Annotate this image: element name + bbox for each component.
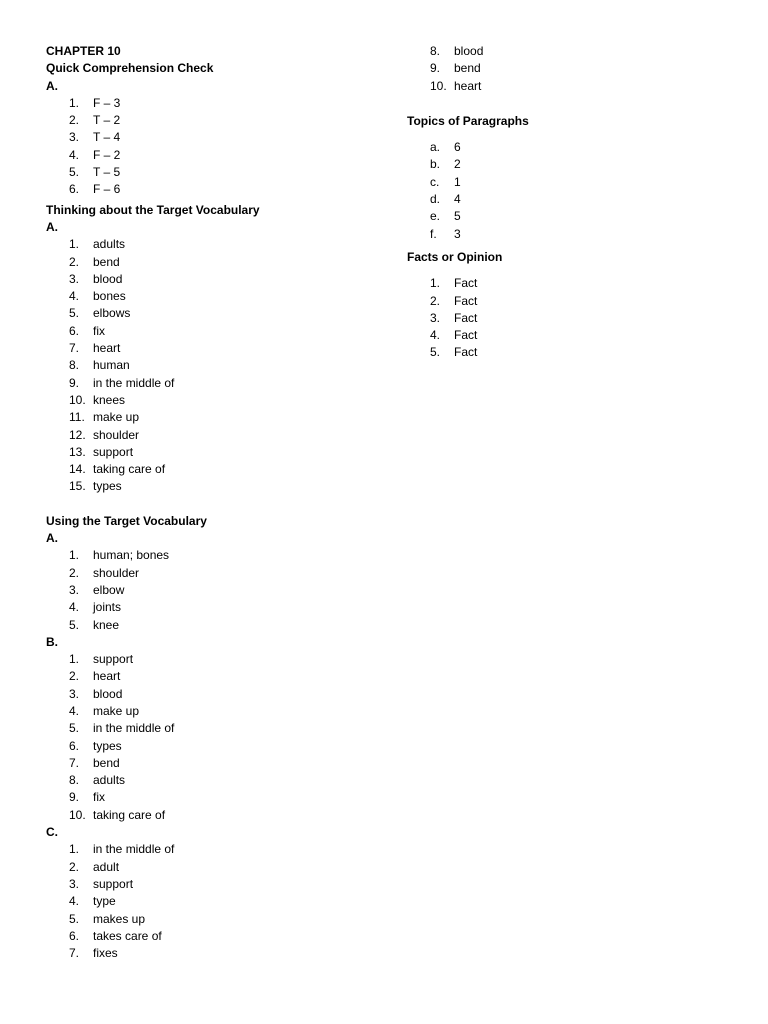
list-item-text: bend: [93, 755, 120, 770]
list-item-number: 2.: [69, 859, 80, 874]
list-item: [46, 651, 386, 668]
list-item-text: knee: [93, 617, 120, 632]
list-item-text: bend: [454, 61, 481, 76]
list-item: [46, 236, 386, 253]
list-item-number: 5.: [69, 165, 80, 180]
using-vocab-heading: Using the Target Vocabulary: [46, 513, 207, 528]
list-item-number: 9.: [69, 375, 80, 390]
list-item: [46, 305, 386, 322]
list-item: [46, 876, 386, 893]
list-item-number: 3.: [69, 876, 80, 891]
list-item-text: Fact: [454, 345, 478, 360]
list-item-marker: 5.: [430, 345, 441, 360]
list-item: [407, 60, 707, 77]
list-item: [407, 191, 707, 208]
list-item-text: F – 6: [93, 182, 121, 197]
list-item: [46, 375, 386, 392]
list-item: [407, 226, 707, 243]
list-item-text: support: [93, 444, 134, 459]
list-item: [46, 617, 386, 634]
list-item-text: bend: [93, 254, 120, 269]
list-item-number: 7.: [69, 755, 80, 770]
continued-list: [407, 43, 707, 95]
list-item-number: 3.: [69, 582, 80, 597]
list-item-number: 1.: [69, 95, 80, 110]
list-item-text: taking care of: [93, 462, 166, 477]
list-item-text: bones: [93, 289, 126, 304]
right-column: [407, 43, 707, 362]
list-item: [46, 686, 386, 703]
section-label-c: C.: [46, 825, 58, 840]
list-item-number: 4.: [69, 600, 80, 615]
list-item-marker: 10.: [430, 78, 447, 93]
list-item-text: blood: [93, 686, 123, 701]
list-item-text: types: [93, 738, 122, 753]
list-item: [46, 945, 386, 962]
list-item-text: human: [93, 358, 130, 373]
list-item: [46, 271, 386, 288]
list-item-text: shoulder: [93, 427, 140, 442]
list-item-text: fix: [93, 790, 105, 805]
list-item-text: support: [93, 652, 134, 667]
list-item-number: 2.: [69, 565, 80, 580]
list-item-number: 5.: [69, 306, 80, 321]
list-item-number: 1.: [69, 652, 80, 667]
list-item-number: 7.: [69, 946, 80, 961]
list-item: [407, 327, 707, 344]
list-item-number: 9.: [69, 790, 80, 805]
list-item-number: 6.: [69, 182, 80, 197]
list-item-number: 4.: [69, 703, 80, 718]
list-item: [46, 928, 386, 945]
list-item: [407, 156, 707, 173]
list-item: [46, 427, 386, 444]
left-column: [46, 43, 386, 962]
list-item-number: 5.: [69, 911, 80, 926]
list-item-marker: 4.: [430, 328, 441, 343]
list-item-text: fixes: [93, 946, 118, 961]
list-item-number: 2.: [69, 669, 80, 684]
list-item: [46, 668, 386, 685]
list-item-number: 15.: [69, 479, 86, 494]
list-item: [46, 95, 386, 112]
list-item-marker: a.: [430, 140, 441, 155]
list-item-marker: f.: [430, 226, 437, 241]
list-item-text: type: [93, 894, 116, 909]
quick-comprehension-heading: Quick Comprehension Check: [46, 61, 214, 76]
list-item: [46, 807, 386, 824]
list-item-text: knees: [93, 392, 126, 407]
list-item-text: make up: [93, 703, 140, 718]
list-item: [407, 293, 707, 310]
topics-list: [407, 139, 707, 243]
list-item-number: 7.: [69, 341, 80, 356]
chapter-title: CHAPTER 10: [46, 44, 121, 58]
list-item-text: in the middle of: [93, 721, 175, 736]
list-item: [46, 323, 386, 340]
list-item: [46, 703, 386, 720]
list-item-text: 4: [454, 192, 461, 207]
list-item: [46, 181, 386, 198]
list-item: [407, 208, 707, 225]
list-item-text: T – 5: [93, 165, 121, 180]
list-item-number: 8.: [69, 358, 80, 373]
list-item-number: 6.: [69, 738, 80, 753]
list-item-text: blood: [93, 271, 123, 286]
list-item-number: 4.: [69, 147, 80, 162]
list-item-text: Fact: [454, 293, 478, 308]
list-item-text: T – 2: [93, 113, 121, 128]
list-item: [46, 893, 386, 910]
list-item-text: blood: [454, 44, 484, 58]
list-item-text: F – 2: [93, 147, 121, 162]
list-item-text: elbows: [93, 306, 131, 321]
list-item-marker: 3.: [430, 310, 441, 325]
list-item: [46, 461, 386, 478]
list-item-text: adults: [93, 773, 126, 788]
list-item-number: 1.: [69, 548, 80, 563]
list-item-text: heart: [93, 341, 121, 356]
list-item: [46, 720, 386, 737]
list-item-text: elbow: [93, 582, 125, 597]
qcc-list: [46, 95, 386, 199]
list-item-marker: 8.: [430, 44, 441, 58]
list-item-number: 8.: [69, 773, 80, 788]
utv-a-list: [46, 547, 386, 633]
list-item: [46, 164, 386, 181]
list-item: [46, 547, 386, 564]
list-item: [46, 738, 386, 755]
list-item-number: 4.: [69, 894, 80, 909]
list-item-marker: 1.: [430, 276, 441, 291]
list-item-marker: c.: [430, 174, 440, 189]
list-item: [46, 392, 386, 409]
list-item-text: 2: [454, 157, 461, 172]
list-item-text: taking care of: [93, 807, 166, 822]
list-item: [407, 310, 707, 327]
list-item: [46, 859, 386, 876]
list-item-text: support: [93, 876, 134, 891]
list-item-text: in the middle of: [93, 842, 175, 857]
list-item-marker: 2.: [430, 293, 441, 308]
list-item-number: 6.: [69, 928, 80, 943]
section-label-a: A.: [46, 78, 58, 93]
list-item-text: F – 3: [93, 95, 121, 110]
list-item-text: 5: [454, 209, 461, 224]
list-item-number: 4.: [69, 289, 80, 304]
list-item: [46, 755, 386, 772]
list-item: [407, 43, 707, 60]
list-item: [407, 344, 707, 361]
facts-opinion-heading: Facts or Opinion: [407, 249, 503, 264]
list-item-marker: e.: [430, 209, 441, 224]
list-item-number: 11.: [69, 410, 85, 425]
list-item: [46, 582, 386, 599]
list-item: [46, 478, 386, 495]
list-item-text: make up: [93, 410, 140, 425]
utv-c-list: [46, 841, 386, 962]
list-item: [407, 275, 707, 292]
list-item-text: Fact: [454, 310, 478, 325]
list-item-number: 5.: [69, 721, 80, 736]
list-item-text: makes up: [93, 911, 146, 926]
list-item-number: 13.: [69, 444, 86, 459]
list-item-text: T – 4: [93, 130, 121, 145]
list-item-number: 10.: [69, 392, 86, 407]
list-item-text: Fact: [454, 276, 478, 291]
utv-b-list: [46, 651, 386, 824]
list-item-marker: b.: [430, 157, 441, 172]
list-item-marker: 9.: [430, 61, 441, 76]
list-item-text: fix: [93, 323, 105, 338]
list-item-number: 2.: [69, 113, 80, 128]
ttv-list: [46, 236, 386, 495]
list-item-number: 14.: [69, 462, 86, 477]
list-item-number: 2.: [69, 254, 80, 269]
list-item: [46, 340, 386, 357]
list-item: [407, 78, 707, 95]
list-item-text: Fact: [454, 328, 478, 343]
list-item-number: 12.: [69, 427, 86, 442]
list-item: [407, 139, 707, 156]
list-item-number: 1.: [69, 237, 80, 252]
section-label-a: A.: [46, 531, 58, 546]
list-item: [46, 254, 386, 271]
section-label-b: B.: [46, 634, 58, 649]
list-item-text: 3: [454, 226, 461, 241]
list-item-marker: d.: [430, 192, 441, 207]
section-label-a: A.: [46, 219, 58, 234]
list-item-text: joints: [93, 600, 122, 615]
list-item-number: 10.: [69, 807, 86, 822]
list-item-number: 1.: [69, 842, 80, 857]
list-item-number: 3.: [69, 271, 80, 286]
list-item: [46, 599, 386, 616]
list-item-text: adults: [93, 237, 126, 252]
facts-list: [407, 275, 707, 361]
topics-heading: Topics of Paragraphs: [407, 113, 529, 128]
list-item-text: human; bones: [93, 548, 170, 563]
list-item-text: adult: [93, 859, 120, 874]
list-item: [46, 409, 386, 426]
list-item: [46, 357, 386, 374]
list-item-text: takes care of: [93, 928, 162, 943]
list-item: [46, 288, 386, 305]
list-item: [46, 789, 386, 806]
list-item-text: shoulder: [93, 565, 140, 580]
list-item: [46, 129, 386, 146]
list-item-text: heart: [93, 669, 121, 684]
list-item: [46, 911, 386, 928]
list-item: [407, 174, 707, 191]
list-item-text: types: [93, 479, 122, 494]
list-item: [46, 112, 386, 129]
list-item: [46, 772, 386, 789]
list-item-number: 5.: [69, 617, 80, 632]
list-item-text: 1: [454, 174, 461, 189]
list-item: [46, 147, 386, 164]
list-item: [46, 565, 386, 582]
list-item-number: 6.: [69, 323, 80, 338]
thinking-vocab-heading: Thinking about the Target Vocabulary: [46, 202, 260, 217]
list-item-number: 3.: [69, 130, 80, 145]
list-item-number: 3.: [69, 686, 80, 701]
list-item-text: heart: [454, 78, 482, 93]
list-item-text: in the middle of: [93, 375, 175, 390]
list-item: [46, 444, 386, 461]
list-item: [46, 841, 386, 858]
list-item-text: 6: [454, 140, 461, 155]
